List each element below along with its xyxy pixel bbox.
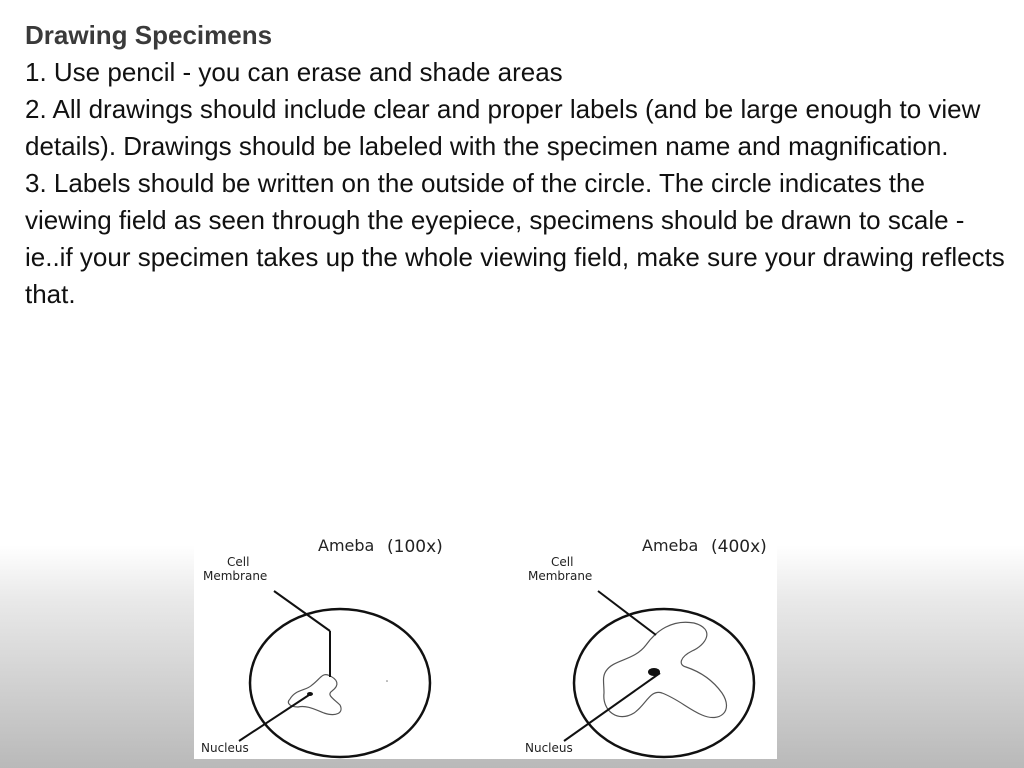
magnification-400x: (400x) <box>711 537 767 557</box>
drawing-100x <box>201 536 443 757</box>
instruction-2: 2. All drawings should include clear and proper labels (and be large enough to view details). Drawings should be labeled with the specimen name and magnification. <box>25 94 981 161</box>
instruction-1: 1. Use pencil - you can erase and shade areas <box>25 57 563 87</box>
stray-mark-100x <box>386 680 388 682</box>
specimen-name-100x: Ameba <box>318 536 375 555</box>
membrane-label-100x: Membrane <box>203 569 268 583</box>
nucleus-label-400x: Nucleus <box>525 741 573 755</box>
instruction-3: 3. Labels should be written on the outside of the circle. The circle indicates the viewing field as seen through the eyepiece, specimens should be drawn to scale - ie..if your specimen takes up the whole viewing field, make sure your drawing reflects that. <box>25 168 1005 309</box>
ameba-outline-400x <box>604 622 727 717</box>
drawing-400x <box>525 536 767 757</box>
cell-label-400x: Cell <box>551 555 574 569</box>
cell-label-100x: Cell <box>227 555 250 569</box>
membrane-pointer-400x <box>598 591 656 635</box>
slide-body <box>25 17 1005 313</box>
viewing-field-circle-100x <box>250 609 430 757</box>
ameba-drawing-figure <box>194 533 777 759</box>
ameba-outline-100x <box>288 675 341 715</box>
nucleus-label-100x: Nucleus <box>201 741 249 755</box>
membrane-label-400x: Membrane <box>528 569 593 583</box>
specimen-name-400x: Ameba <box>642 536 699 555</box>
viewing-field-circle-400x <box>574 609 754 757</box>
slide-title: Drawing Specimens <box>25 20 273 50</box>
ameba-drawings-svg <box>194 533 777 759</box>
magnification-100x: (100x) <box>387 537 443 557</box>
